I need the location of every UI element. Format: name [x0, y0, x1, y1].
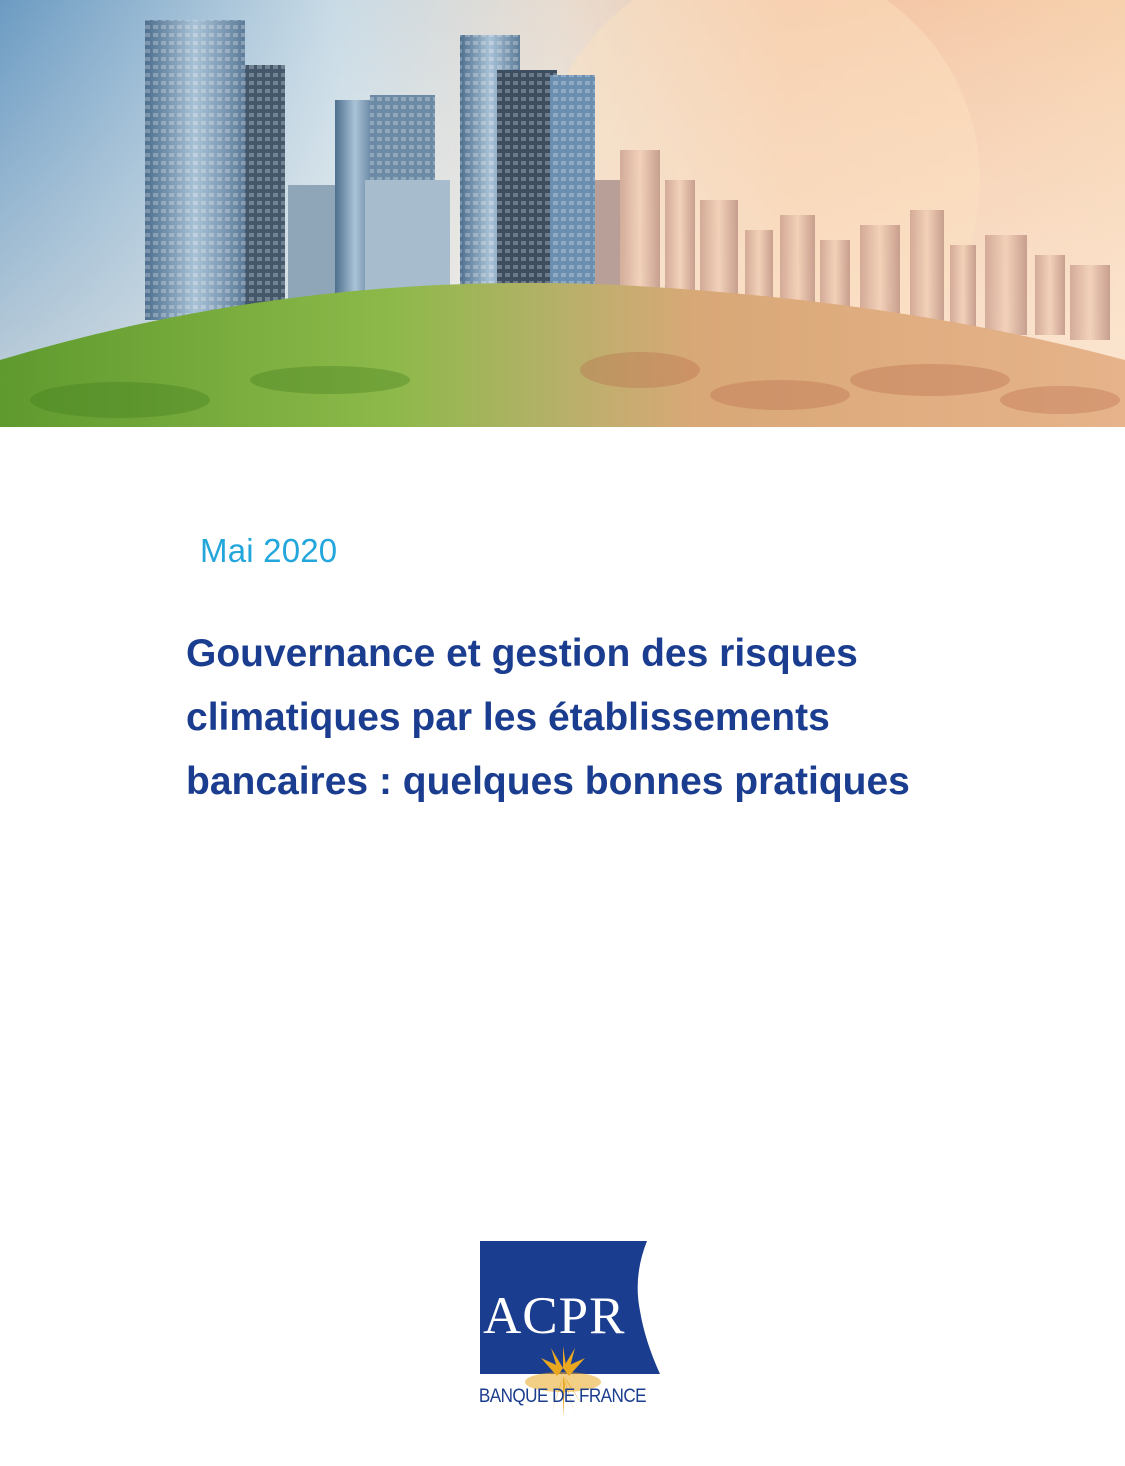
title-line: Gouvernance et gestion des risques — [186, 632, 858, 675]
document-title — [186, 622, 1086, 814]
acpr-logo — [455, 1236, 670, 1451]
publication-date: Mai 2020 — [200, 532, 338, 569]
logo-wordmark: ACPR — [483, 1287, 626, 1345]
logo-subtitle: BANQUE DE FRANCE — [478, 1386, 647, 1407]
title-line: climatiques par les établissements — [186, 696, 830, 739]
cover-illustration — [0, 0, 1125, 427]
title-line: bancaires : quelques bonnes pratiques — [186, 760, 910, 803]
